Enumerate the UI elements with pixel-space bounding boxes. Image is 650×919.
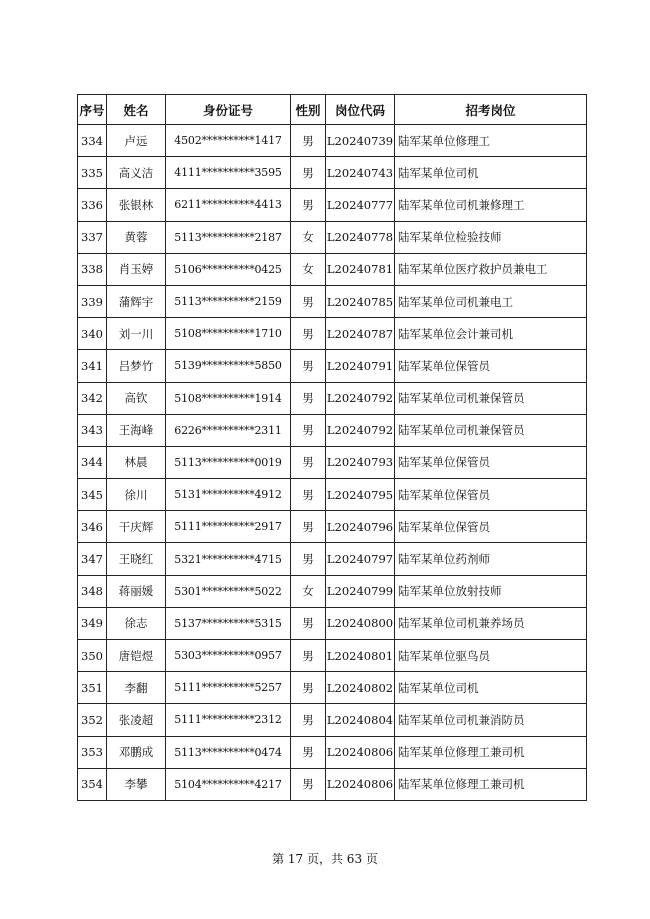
cell-id-number: 5301**********5022 [166, 575, 291, 607]
cell-gender: 男 [291, 640, 326, 672]
cell-post-title: 陆军某单位保管员 [395, 479, 587, 511]
cell-post-code: L20240777 [326, 189, 395, 221]
cell-post-title: 陆军某单位修理工兼司机 [395, 736, 587, 768]
cell-name: 邓鹏成 [107, 736, 166, 768]
cell-gender: 男 [291, 704, 326, 736]
cell-seq: 347 [78, 543, 107, 575]
cell-seq: 352 [78, 704, 107, 736]
cell-post-title: 陆军某单位放射技师 [395, 575, 587, 607]
cell-name: 肖玉婷 [107, 253, 166, 285]
header-seq: 序号 [78, 95, 107, 125]
cell-gender: 男 [291, 446, 326, 478]
cell-id-number: 5108**********1914 [166, 382, 291, 414]
table-row [78, 189, 587, 221]
cell-id-number: 5104**********4217 [166, 768, 291, 800]
cell-name: 干庆辉 [107, 511, 166, 543]
cell-post-code: L20240804 [326, 704, 395, 736]
cell-post-code: L20240791 [326, 350, 395, 382]
cell-seq: 338 [78, 253, 107, 285]
table-row [78, 446, 587, 478]
cell-post-code: L20240743 [326, 157, 395, 189]
cell-post-title: 陆军某单位司机兼电工 [395, 285, 587, 317]
cell-gender: 男 [291, 350, 326, 382]
cell-seq: 354 [78, 768, 107, 800]
cell-id-number: 5113**********0019 [166, 446, 291, 478]
cell-seq: 339 [78, 285, 107, 317]
cell-id-number: 4111**********3595 [166, 157, 291, 189]
cell-gender: 男 [291, 285, 326, 317]
cell-id-number: 5321**********4715 [166, 543, 291, 575]
table-row [78, 575, 587, 607]
cell-post-code: L20240799 [326, 575, 395, 607]
table-header-row [78, 95, 587, 125]
cell-post-title: 陆军某单位保管员 [395, 446, 587, 478]
table-row [78, 672, 587, 704]
cell-id-number: 5139**********5850 [166, 350, 291, 382]
cell-post-title: 陆军某单位检验技师 [395, 221, 587, 253]
cell-id-number: 5303**********0957 [166, 640, 291, 672]
table-row [78, 125, 587, 157]
cell-post-title: 陆军某单位药剂师 [395, 543, 587, 575]
cell-gender: 男 [291, 189, 326, 221]
cell-post-title: 陆军某单位修理工 [395, 125, 587, 157]
table-row [78, 607, 587, 639]
cell-gender: 男 [291, 414, 326, 446]
cell-gender: 男 [291, 382, 326, 414]
cell-gender: 男 [291, 736, 326, 768]
cell-post-title: 陆军某单位保管员 [395, 511, 587, 543]
header-post: 招考岗位 [395, 95, 587, 125]
table-row [78, 350, 587, 382]
cell-post-title: 陆军某单位会计兼司机 [395, 318, 587, 350]
header-name: 姓名 [107, 95, 166, 125]
cell-name: 张银林 [107, 189, 166, 221]
cell-post-code: L20240739 [326, 125, 395, 157]
cell-post-code: L20240795 [326, 479, 395, 511]
cell-gender: 女 [291, 575, 326, 607]
cell-seq: 337 [78, 221, 107, 253]
cell-name: 黄蓉 [107, 221, 166, 253]
cell-id-number: 6226**********2311 [166, 414, 291, 446]
cell-name: 唐铠煜 [107, 640, 166, 672]
cell-post-title: 陆军某单位司机兼消防员 [395, 704, 587, 736]
cell-post-code: L20240800 [326, 607, 395, 639]
cell-post-title: 陆军某单位司机 [395, 157, 587, 189]
cell-post-title: 陆军某单位司机 [395, 672, 587, 704]
cell-id-number: 5111**********5257 [166, 672, 291, 704]
cell-post-code: L20240806 [326, 736, 395, 768]
cell-name: 王海峰 [107, 414, 166, 446]
cell-id-number: 4502**********1417 [166, 125, 291, 157]
table-row [78, 382, 587, 414]
cell-seq: 343 [78, 414, 107, 446]
cell-seq: 342 [78, 382, 107, 414]
cell-id-number: 5113**********2187 [166, 221, 291, 253]
cell-gender: 男 [291, 157, 326, 189]
cell-name: 卢远 [107, 125, 166, 157]
cell-name: 李翻 [107, 672, 166, 704]
cell-name: 张凌超 [107, 704, 166, 736]
cell-id-number: 5108**********1710 [166, 318, 291, 350]
table-row [78, 414, 587, 446]
table-row [78, 479, 587, 511]
cell-id-number: 5111**********2917 [166, 511, 291, 543]
header-code: 岗位代码 [326, 95, 395, 125]
cell-seq: 349 [78, 607, 107, 639]
cell-post-code: L20240802 [326, 672, 395, 704]
cell-gender: 男 [291, 543, 326, 575]
cell-post-code: L20240785 [326, 285, 395, 317]
table-row [78, 253, 587, 285]
cell-gender: 男 [291, 768, 326, 800]
table-row [78, 221, 587, 253]
cell-name: 蒋丽媛 [107, 575, 166, 607]
cell-seq: 353 [78, 736, 107, 768]
cell-gender: 男 [291, 607, 326, 639]
cell-seq: 351 [78, 672, 107, 704]
cell-seq: 345 [78, 479, 107, 511]
table-row [78, 704, 587, 736]
cell-seq: 340 [78, 318, 107, 350]
cell-post-code: L20240792 [326, 414, 395, 446]
table-row [78, 640, 587, 672]
cell-seq: 346 [78, 511, 107, 543]
cell-post-code: L20240797 [326, 543, 395, 575]
cell-id-number: 5111**********2312 [166, 704, 291, 736]
cell-gender: 女 [291, 253, 326, 285]
cell-post-code: L20240781 [326, 253, 395, 285]
cell-name: 蒲辉宇 [107, 285, 166, 317]
cell-seq: 348 [78, 575, 107, 607]
cell-post-title: 陆军某单位修理工兼司机 [395, 768, 587, 800]
table-row [78, 543, 587, 575]
cell-gender: 男 [291, 125, 326, 157]
cell-name: 高钦 [107, 382, 166, 414]
cell-id-number: 5137**********5315 [166, 607, 291, 639]
cell-post-code: L20240796 [326, 511, 395, 543]
table-row [78, 768, 587, 800]
cell-gender: 男 [291, 511, 326, 543]
cell-post-title: 陆军某单位驱鸟员 [395, 640, 587, 672]
cell-name: 李攀 [107, 768, 166, 800]
cell-gender: 男 [291, 318, 326, 350]
cell-post-title: 陆军某单位司机兼养场员 [395, 607, 587, 639]
cell-post-code: L20240806 [326, 768, 395, 800]
cell-seq: 344 [78, 446, 107, 478]
cell-id-number: 5113**********2159 [166, 285, 291, 317]
cell-name: 吕梦竹 [107, 350, 166, 382]
recruit-table [77, 94, 587, 801]
cell-id-number: 5106**********0425 [166, 253, 291, 285]
cell-post-title: 陆军某单位保管员 [395, 350, 587, 382]
cell-post-code: L20240793 [326, 446, 395, 478]
cell-post-title: 陆军某单位司机兼修理工 [395, 189, 587, 221]
table-row [78, 511, 587, 543]
cell-seq: 334 [78, 125, 107, 157]
cell-gender: 男 [291, 672, 326, 704]
header-id: 身份证号 [166, 95, 291, 125]
cell-name: 王晓红 [107, 543, 166, 575]
cell-post-title: 陆军某单位司机兼保管员 [395, 382, 587, 414]
cell-id-number: 5113**********0474 [166, 736, 291, 768]
cell-post-code: L20240801 [326, 640, 395, 672]
cell-id-number: 5131**********4912 [166, 479, 291, 511]
cell-name: 徐志 [107, 607, 166, 639]
cell-name: 高义洁 [107, 157, 166, 189]
table-row [78, 736, 587, 768]
cell-seq: 350 [78, 640, 107, 672]
cell-seq: 336 [78, 189, 107, 221]
cell-post-code: L20240792 [326, 382, 395, 414]
cell-post-code: L20240778 [326, 221, 395, 253]
cell-post-title: 陆军某单位医疗救护员兼电工 [395, 253, 587, 285]
cell-seq: 341 [78, 350, 107, 382]
table-row [78, 318, 587, 350]
table-row [78, 157, 587, 189]
cell-post-title: 陆军某单位司机兼保管员 [395, 414, 587, 446]
cell-seq: 335 [78, 157, 107, 189]
cell-gender: 女 [291, 221, 326, 253]
header-gender: 性别 [291, 95, 326, 125]
cell-gender: 男 [291, 479, 326, 511]
cell-name: 徐川 [107, 479, 166, 511]
cell-post-code: L20240787 [326, 318, 395, 350]
cell-id-number: 6211**********4413 [166, 189, 291, 221]
cell-name: 刘一川 [107, 318, 166, 350]
page-footer: 第 17 页，共 63 页 [272, 852, 378, 866]
cell-name: 林晨 [107, 446, 166, 478]
table-row [78, 285, 587, 317]
